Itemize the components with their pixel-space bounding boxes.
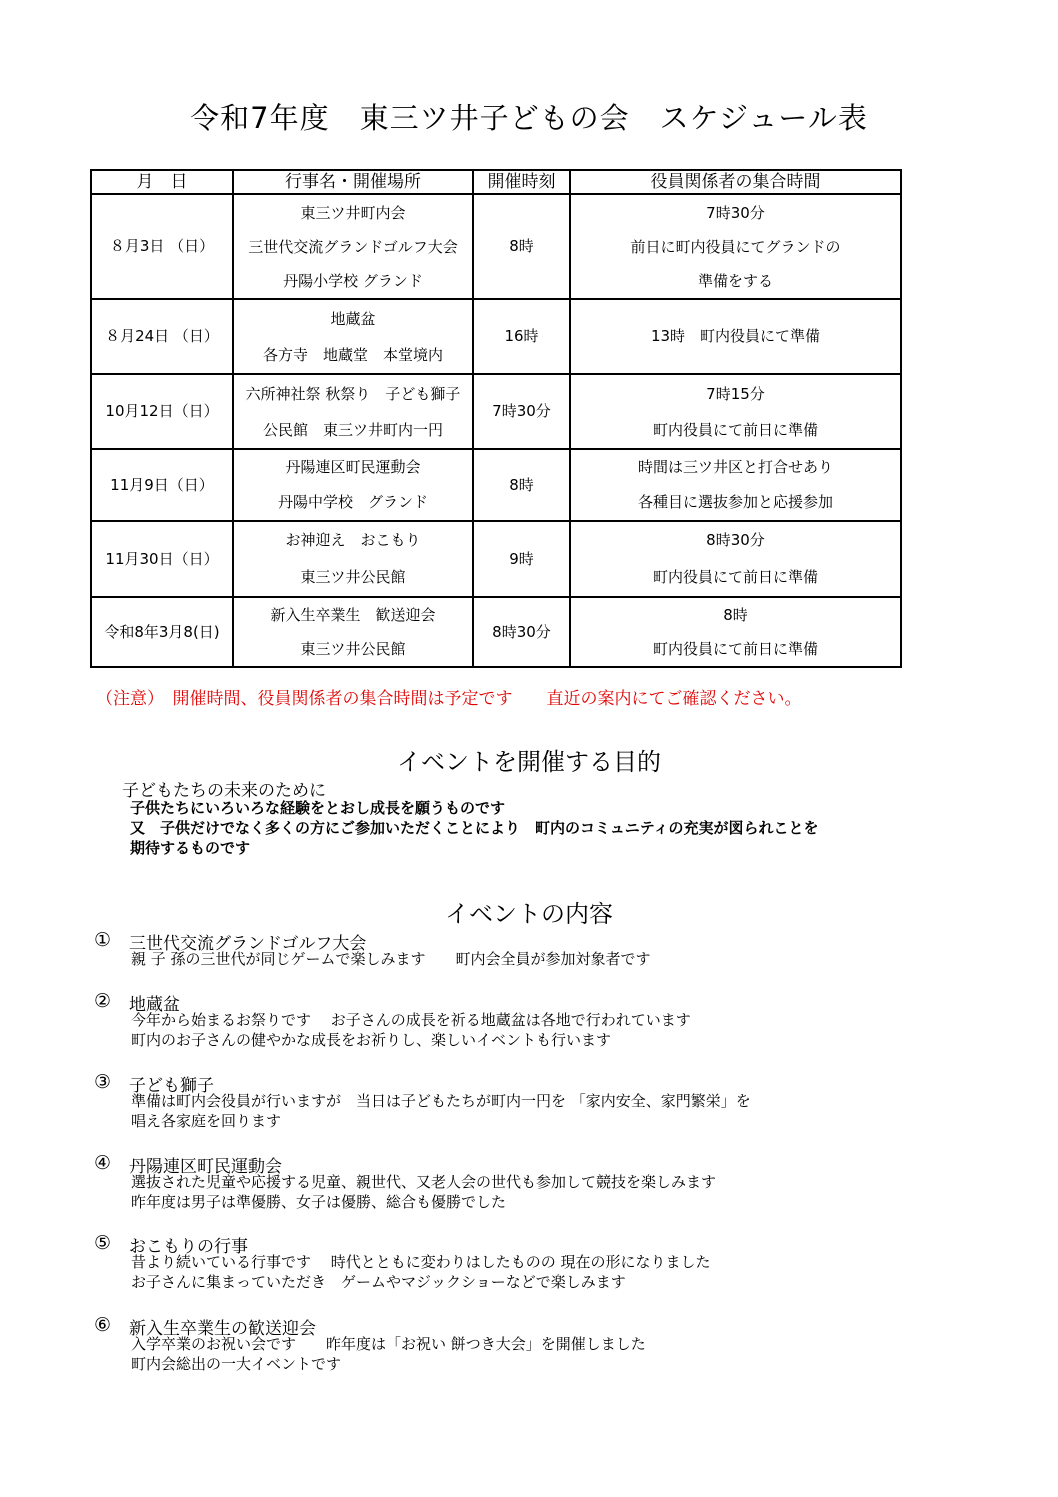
- cell-event: [233, 299, 473, 374]
- item-title: 地蔵盆: [129, 995, 180, 1015]
- cell-date: [91, 194, 233, 299]
- header-date: 月 日: [91, 170, 233, 194]
- cell-event: [233, 194, 473, 299]
- item-description-line: 準備は町内会役員が行いますが 当日は子どもたちが町内一円を 「家内安全、家門繁栄」を: [131, 1092, 751, 1110]
- cell-gather: [570, 374, 901, 449]
- cell-gather: [570, 449, 901, 521]
- item-description: [131, 1172, 716, 1212]
- cell-time-line: 9時: [509, 550, 534, 568]
- item-number: ④: [94, 1152, 112, 1174]
- item-title: 子ども獅子: [129, 1076, 214, 1096]
- cell-event-line: お神迎え おこもり: [285, 531, 421, 549]
- cell-event: [233, 597, 473, 667]
- cell-date: [91, 597, 233, 667]
- item-number: ①: [94, 929, 112, 951]
- item-number: ⑤: [94, 1232, 112, 1254]
- item-description: [131, 1010, 691, 1050]
- item-description: [131, 1334, 646, 1374]
- table-row: [91, 597, 901, 667]
- cell-event-line: 丹陽中学校 グランド: [277, 493, 428, 511]
- cell-gather-line: 各種目に選抜参加と応援参加: [637, 493, 833, 511]
- schedule-table: [90, 169, 902, 668]
- header-event: 行事名・開催場所: [233, 170, 473, 194]
- item-title: おこもりの行事: [129, 1237, 248, 1257]
- cell-time-line: 8時30分: [492, 623, 551, 641]
- header-gather: 役員関係者の集合時間: [570, 170, 901, 194]
- cell-date: [91, 299, 233, 374]
- table-row: [91, 299, 901, 374]
- item-number: ⑥: [94, 1314, 112, 1336]
- cell-event-line: 東三ツ井公民館: [300, 640, 406, 658]
- cell-gather: [570, 597, 901, 667]
- item-description-line: 唱え各家庭を回ります: [131, 1112, 282, 1130]
- cell-event: [233, 521, 473, 597]
- cell-gather-line: 準備をする: [697, 271, 773, 290]
- item-description: [131, 1091, 751, 1131]
- cell-date-line: ８月3日 （日）: [109, 237, 215, 255]
- cell-time: [473, 521, 570, 597]
- item-description-line: 町内のお子さんの健やかな成長をお祈りし、楽しいイベントも行います: [131, 1031, 612, 1049]
- item-title: 三世代交流グランドゴルフ大会: [129, 934, 367, 954]
- purpose-heading: イベントを開催する目的: [397, 748, 661, 776]
- contents-heading: イベントの内容: [445, 900, 613, 928]
- item-description-line: 今年から始まるお祭りです お子さんの成長を祈る地蔵盆は各地で行われています: [131, 1011, 691, 1029]
- cell-gather-line: 8時30分: [706, 531, 765, 549]
- cell-event-line: 公民館 東三ツ井町内一円: [262, 420, 443, 439]
- cell-date: [91, 374, 233, 449]
- cell-event-line: 新入生卒業生 歓送迎会: [270, 606, 436, 624]
- cell-event-line: 六所神社祭 秋祭り 子ども獅子: [245, 384, 461, 403]
- item-description-line: お子さんに集まっていただき ゲームやマジックショーなどで楽しみます: [131, 1273, 626, 1291]
- cell-gather-line: 前日に町内役員にてグランドの: [630, 237, 841, 256]
- item-description-line: 入学卒業のお祝い会です 昨年度は「お祝い 餅つき大会」を開催しました: [131, 1335, 646, 1353]
- cell-date-line: ８月24日 （日）: [105, 327, 219, 345]
- cell-date-line: 11月9日（日）: [110, 476, 214, 494]
- table-row: [91, 194, 901, 299]
- cell-date-line: 令和8年3月8(日): [104, 623, 220, 641]
- cell-gather-line: 時間は三ツ井区と打合せあり: [637, 458, 833, 476]
- item-description-line: 昨年度は男子は準優勝、女子は優勝、総合も優勝でした: [131, 1193, 507, 1211]
- cell-gather-line: 町内役員にて前日に準備: [652, 568, 818, 586]
- item-description-line: 昔より続いている行事です 時代とともに変わりはしたものの 現在の形になりました: [131, 1253, 711, 1271]
- cell-gather-line: 7時15分: [706, 384, 765, 403]
- purpose-lead: 子どもたちの未来のために: [122, 781, 326, 801]
- cell-event-line: 各方寺 地蔵堂 本堂境内: [262, 345, 443, 364]
- cell-gather-line: 13時 町内役員にて準備: [650, 327, 821, 345]
- cell-time: [473, 299, 570, 374]
- purpose-line: 又 子供だけでなく多くの方にご参加いただくことにより 町内のコミュニティの充実が図られことを: [130, 819, 819, 837]
- cell-time: [473, 194, 570, 299]
- cell-gather-line: 8時: [723, 606, 748, 624]
- cell-time: [473, 597, 570, 667]
- purpose-line: 子供たちにいろいろな経験をとおし成長を願うものです: [130, 799, 506, 817]
- cell-event-line: 東三ツ井町内会: [300, 203, 406, 222]
- cell-date-line: 10月12日（日）: [105, 402, 219, 420]
- item-number: ③: [94, 1071, 112, 1093]
- table-row: [91, 449, 901, 521]
- cell-date: [91, 521, 233, 597]
- cell-gather-line: 7時30分: [706, 203, 765, 222]
- item-description-line: 親 子 孫の三世代が同じゲームで楽しみます 町内会全員が参加対象者です: [131, 950, 651, 968]
- header-time: 開催時刻: [473, 170, 570, 194]
- item-number: ②: [94, 990, 112, 1012]
- table-header-row: [91, 170, 901, 194]
- cell-event: [233, 374, 473, 449]
- item-description: [131, 1252, 711, 1292]
- cell-event-line: 東三ツ井公民館: [300, 568, 406, 586]
- cell-event: [233, 449, 473, 521]
- cell-time-line: 8時: [509, 476, 534, 494]
- table-row: [91, 374, 901, 449]
- cell-gather-line: 町内役員にて前日に準備: [652, 420, 818, 439]
- cell-gather: [570, 521, 901, 597]
- purpose-body: [130, 798, 819, 858]
- item-title: 新入生卒業生の歓送迎会: [129, 1319, 316, 1339]
- cell-time: [473, 374, 570, 449]
- cell-time-line: 7時30分: [492, 402, 551, 420]
- cell-gather: [570, 194, 901, 299]
- cell-time-line: 16時: [504, 327, 539, 345]
- cell-time: [473, 449, 570, 521]
- cell-event-line: 丹陽連区町民運動会: [285, 458, 421, 476]
- cell-time-line: 8時: [509, 237, 534, 255]
- item-title: 丹陽連区町民運動会: [129, 1157, 282, 1177]
- cell-event-line: 丹陽小学校 グランド: [283, 271, 423, 290]
- cell-event-line: 三世代交流グランドゴルフ大会: [248, 237, 458, 256]
- item-description: [131, 949, 651, 969]
- page-title: 令和7年度 東三ツ井子どもの会 スケジュール表: [190, 101, 868, 135]
- notice-text: （注意） 開催時間、役員関係者の集合時間は予定です 直近の案内にてご確認ください。: [96, 689, 802, 709]
- cell-gather: [570, 299, 901, 374]
- cell-date: [91, 449, 233, 521]
- cell-event-line: 地蔵盆: [330, 309, 376, 328]
- item-description-line: 町内会総出の一大イベントです: [131, 1355, 342, 1373]
- purpose-line: 期待するものです: [130, 839, 251, 857]
- cell-gather-line: 町内役員にて前日に準備: [652, 640, 818, 658]
- cell-date-line: 11月30日（日）: [105, 550, 219, 568]
- item-description-line: 選抜された児童や応援する児童、親世代、又老人会の世代も参加して競技を楽しみます: [131, 1173, 717, 1191]
- table-row: [91, 521, 901, 597]
